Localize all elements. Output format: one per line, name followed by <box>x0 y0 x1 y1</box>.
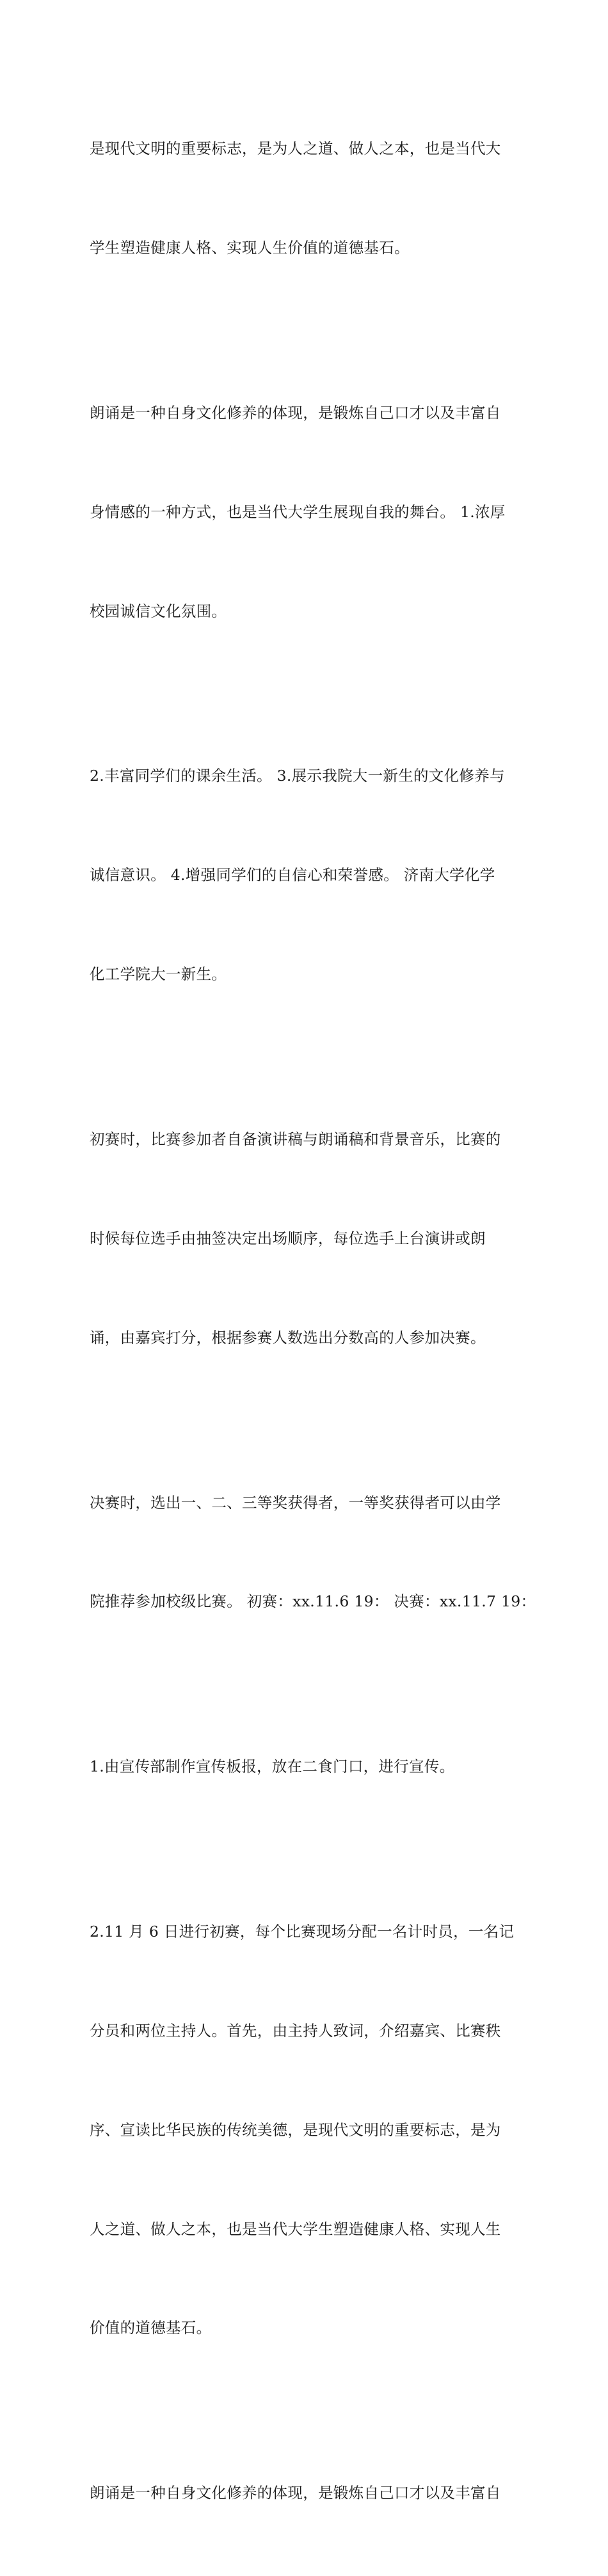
text-line: 诵，由嘉宾打分，根据参赛人数选出分数高的人参加决赛。 <box>90 1328 486 1347</box>
text-line: 时候每位选手由抽签决定出场顺序，每位选手上台演讲或朗 <box>90 1229 486 1247</box>
text-line: 学生塑造健康人格、实现人生价值的道德基石。 <box>90 238 410 257</box>
text-line: 人之道、做人之本，也是当代大学生塑造健康人格、实现人生 <box>90 2220 501 2238</box>
text-line: 价值的道德基石。 <box>90 2319 212 2337</box>
text-line: 2.丰富同学们的课余生活。 3.展示我院大一新生的文化修养与 <box>90 767 505 785</box>
text-line: 初赛时，比赛参加者自备演讲稿与朗诵稿和背景音乐，比赛的 <box>90 1130 501 1148</box>
text-line: 化工学院大一新生。 <box>90 965 227 984</box>
text-line: 朗诵是一种自身文化修养的体现，是锻炼自己口才以及丰富自 <box>90 2484 501 2502</box>
text-line: 身情感的一种方式，也是当代大学生展现自我的舞台。 1.浓厚 <box>90 502 506 521</box>
text-line: 是现代文明的重要标志，是为人之道、做人之本，也是当代大 <box>90 140 501 158</box>
text-line: 院推荐参加校级比赛。 初赛：xx.11.6 19： 决赛：xx.11.7 19： <box>90 1592 536 1611</box>
paragraph <box>90 1057 520 1421</box>
text-line: 诚信意识。 4.增强同学们的自信心和荣誉感。 济南大学化学 <box>90 866 495 884</box>
paragraph <box>90 2411 520 2576</box>
text-line: 2.11 月 6 日进行初赛，每个比赛现场分配一名计时员，一名记 <box>90 1923 515 1941</box>
text-line: 序、宣读比华民族的传统美德，是现代文明的重要标志，是为 <box>90 2120 501 2139</box>
text-line: 校园诚信文化氛围。 <box>90 602 227 620</box>
paragraph <box>90 1684 520 1850</box>
paragraph <box>90 1420 536 1684</box>
text-line: 朗诵是一种自身文化修养的体现，是锻炼自己口才以及丰富自 <box>90 403 501 422</box>
text-line: 1.由宣传部制作宣传板报，放在二食门口，进行宣传。 <box>90 1757 455 1776</box>
paragraph <box>90 331 520 694</box>
paragraph <box>90 67 520 331</box>
paragraph <box>90 1850 520 2411</box>
document-body <box>90 67 536 2576</box>
text-line: 决赛时，选出一、二、三等奖获得者，一等奖获得者可以由学 <box>90 1493 501 1512</box>
paragraph <box>90 694 520 1057</box>
text-line: 分员和两位主持人。首先，由主持人致词，介绍嘉宾、比赛秩 <box>90 2022 501 2040</box>
